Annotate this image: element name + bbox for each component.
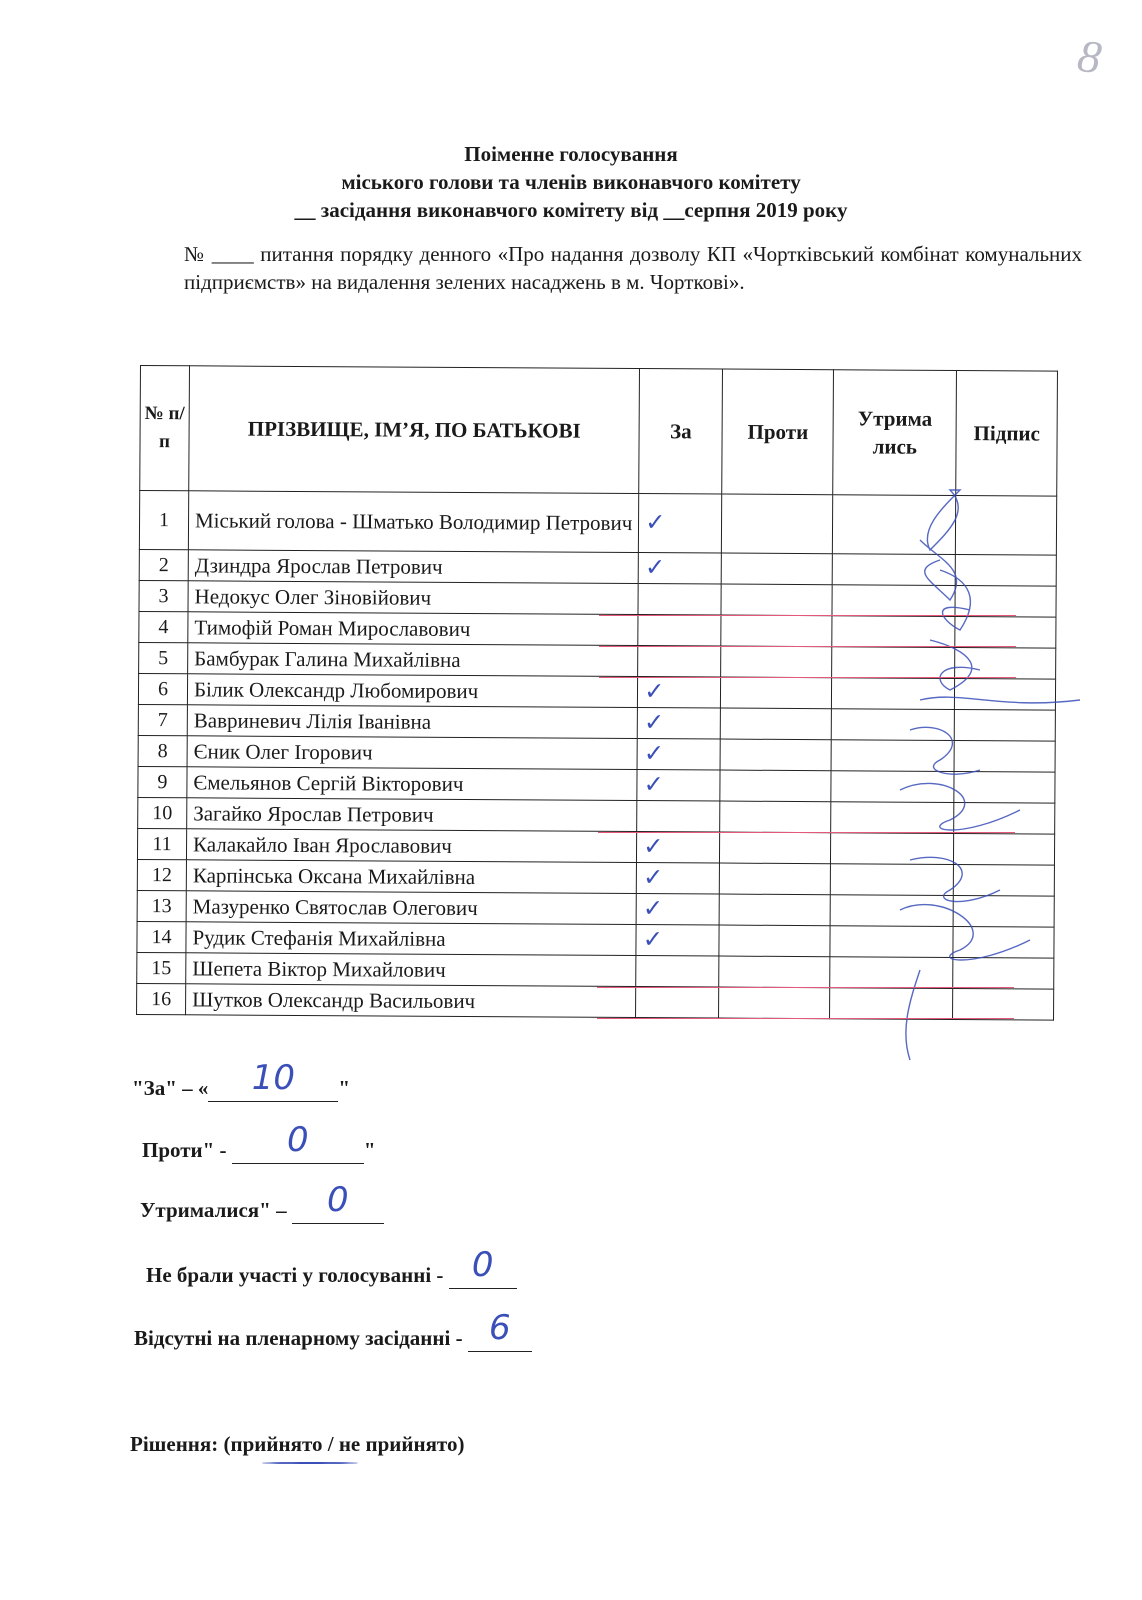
vote-table bbox=[136, 365, 1058, 1021]
table-row bbox=[137, 983, 1054, 1020]
row-number: 12 bbox=[137, 859, 186, 890]
row-abstained bbox=[832, 554, 955, 586]
checkmark-icon: ✓ bbox=[644, 707, 665, 736]
summary-abstained-value: 0 bbox=[327, 1180, 349, 1220]
agenda-question: № ____ питання порядку денного «Про надання дозволу КП «Чортківський комбінат комунальних підприємств» на видалення зелених насаджень в м. Чорткові». bbox=[184, 242, 1082, 294]
row-number: 13 bbox=[137, 890, 186, 921]
row-against bbox=[722, 494, 833, 554]
summary-against-label: Проти" - bbox=[142, 1138, 232, 1162]
row-for bbox=[638, 584, 721, 616]
summary-absent-value: 6 bbox=[489, 1308, 511, 1348]
strike-line bbox=[599, 646, 1016, 647]
row-signature bbox=[953, 988, 1054, 1020]
row-number: 7 bbox=[138, 704, 187, 735]
row-abstained bbox=[830, 957, 953, 989]
title-line-2: міського голови та членів виконавчого комітету bbox=[341, 170, 801, 194]
row-number: 14 bbox=[137, 921, 186, 952]
row-against bbox=[720, 801, 831, 833]
strike-line bbox=[598, 832, 1015, 833]
document-title bbox=[0, 140, 1142, 224]
row-for bbox=[638, 708, 721, 740]
row-against bbox=[721, 646, 832, 678]
checkmark-icon: ✓ bbox=[645, 507, 666, 536]
row-number: 4 bbox=[139, 611, 188, 642]
row-for bbox=[637, 863, 720, 895]
row-against bbox=[721, 615, 832, 647]
row-abstained bbox=[832, 678, 955, 710]
row-against bbox=[719, 894, 830, 926]
row-signature bbox=[955, 647, 1056, 679]
row-number: 5 bbox=[139, 642, 188, 673]
summary-against-close: " bbox=[363, 1138, 376, 1162]
row-against bbox=[719, 987, 830, 1019]
row-signature bbox=[953, 957, 1054, 989]
checkmark-icon: ✓ bbox=[644, 676, 665, 705]
decision-line bbox=[130, 1432, 464, 1457]
row-signature bbox=[954, 864, 1055, 896]
row-against bbox=[721, 553, 832, 585]
strike-line bbox=[597, 1018, 1014, 1019]
row-number: 16 bbox=[137, 983, 186, 1014]
checkmark-icon: ✓ bbox=[643, 738, 665, 767]
row-for bbox=[638, 646, 721, 678]
row-name: Шутков Олександр Васильович bbox=[186, 984, 636, 1018]
row-abstained bbox=[832, 585, 955, 617]
row-abstained bbox=[832, 647, 955, 679]
row-abstained bbox=[831, 833, 954, 865]
summary-for-blank bbox=[208, 1058, 338, 1102]
row-against bbox=[721, 677, 832, 709]
row-name: Білик Олександр Любомирович bbox=[187, 674, 637, 708]
row-abstained bbox=[831, 864, 954, 896]
row-name: Єник Олег Ігорович bbox=[187, 736, 637, 770]
row-number: 2 bbox=[139, 549, 188, 580]
row-name: Шепета Віктор Михайлович bbox=[186, 953, 636, 987]
row-name: Калакайло Іван Ярославович bbox=[186, 829, 636, 863]
row-for bbox=[636, 956, 719, 988]
row-abstained bbox=[832, 616, 955, 648]
row-name: Загайко Ярослав Петрович bbox=[187, 798, 637, 832]
summary-not-voted bbox=[146, 1245, 517, 1289]
row-abstained bbox=[833, 495, 956, 555]
row-against bbox=[721, 708, 832, 740]
row-name: Тимофій Роман Мирославович bbox=[188, 612, 638, 646]
checkmark-icon: ✓ bbox=[643, 831, 664, 860]
summary-absent-label: Відсутні на пленарному засіданні - bbox=[134, 1326, 468, 1350]
row-against bbox=[720, 770, 831, 802]
summary-not-voted-blank bbox=[449, 1245, 517, 1289]
row-against bbox=[720, 832, 831, 864]
row-for bbox=[637, 770, 720, 802]
summary-against bbox=[142, 1120, 376, 1164]
decision-handwritten-underline bbox=[262, 1462, 358, 1464]
header-number: № п/п bbox=[140, 366, 190, 491]
summary-abstained bbox=[140, 1180, 384, 1224]
row-name: Карпінська Оксана Михайлівна bbox=[186, 860, 636, 894]
row-for bbox=[638, 677, 721, 709]
row-name: Дзиндра Ярослав Петрович bbox=[188, 550, 638, 584]
row-number: 15 bbox=[137, 952, 186, 983]
vote-table-header bbox=[140, 366, 1058, 497]
strike-line bbox=[599, 615, 1016, 616]
row-abstained bbox=[830, 895, 953, 927]
row-for bbox=[639, 494, 722, 554]
row-number: 6 bbox=[138, 673, 187, 704]
row-for bbox=[638, 553, 721, 585]
checkmark-icon: ✓ bbox=[644, 552, 666, 581]
header-for: За bbox=[639, 369, 723, 495]
summary-not-voted-label: Не брали участі у голосуванні - bbox=[146, 1263, 449, 1287]
row-signature bbox=[954, 833, 1055, 865]
row-abstained bbox=[830, 988, 953, 1020]
row-name: Недокус Олег Зіновійович bbox=[188, 581, 638, 615]
checkmark-icon: ✓ bbox=[642, 924, 663, 953]
row-name: Міський голова - Шматько Володимир Петрович bbox=[188, 491, 639, 553]
row-name: Бамбурак Галина Михайлівна bbox=[188, 643, 638, 677]
row-for bbox=[636, 894, 719, 926]
row-for bbox=[637, 739, 720, 771]
summary-for-close: " bbox=[338, 1076, 351, 1100]
row-signature bbox=[955, 585, 1056, 617]
header-abstained: Утрима лись bbox=[833, 370, 957, 496]
row-abstained bbox=[830, 926, 953, 958]
row-name: Вавриневич Лілія Іванівна bbox=[187, 705, 637, 739]
page-number: 8 bbox=[1074, 29, 1105, 84]
row-abstained bbox=[831, 740, 954, 772]
row-signature bbox=[954, 771, 1055, 803]
header-against: Проти bbox=[722, 369, 834, 495]
row-signature bbox=[955, 709, 1056, 741]
decision-text: Рішення: (прийнято / не прийнято) bbox=[130, 1432, 465, 1456]
strike-line bbox=[597, 987, 1014, 988]
row-signature bbox=[953, 926, 1054, 958]
checkmark-icon: ✓ bbox=[642, 893, 664, 922]
row-for bbox=[636, 925, 719, 957]
summary-against-blank bbox=[232, 1120, 364, 1164]
summary-for-value: 10 bbox=[251, 1058, 296, 1098]
row-signature bbox=[953, 895, 1054, 927]
row-abstained bbox=[831, 771, 954, 803]
row-signature bbox=[956, 495, 1057, 555]
row-name: Рудик Стефанія Михайлівна bbox=[186, 922, 636, 956]
row-against bbox=[719, 925, 830, 957]
row-for bbox=[637, 801, 720, 833]
summary-absent-blank bbox=[468, 1308, 532, 1352]
row-for bbox=[637, 832, 720, 864]
row-abstained bbox=[832, 709, 955, 741]
summary-for bbox=[132, 1058, 351, 1102]
row-number: 10 bbox=[138, 797, 187, 828]
row-for bbox=[638, 615, 721, 647]
row-number: 11 bbox=[137, 828, 186, 859]
row-number: 3 bbox=[139, 580, 188, 611]
summary-not-voted-value: 0 bbox=[471, 1245, 494, 1285]
checkmark-icon: ✓ bbox=[643, 862, 664, 891]
row-abstained bbox=[831, 802, 954, 834]
row-number: 1 bbox=[139, 491, 188, 550]
row-signature bbox=[955, 678, 1056, 710]
row-name: Ємельянов Сергій Вікторович bbox=[187, 767, 637, 801]
row-against bbox=[719, 956, 830, 988]
row-signature bbox=[954, 802, 1055, 834]
checkmark-icon: ✓ bbox=[643, 769, 664, 798]
summary-absent bbox=[134, 1308, 532, 1352]
summary-abstained-blank bbox=[292, 1180, 384, 1224]
title-line-3: __ засідання виконавчого комітету від __серпня 2019 року bbox=[294, 198, 848, 222]
header-signature: Підпис bbox=[956, 370, 1057, 496]
row-against bbox=[720, 739, 831, 771]
header-name: ПРІЗВИЩЕ, ІМ’Я, ПО БАТЬКОВІ bbox=[189, 366, 640, 494]
table-row bbox=[139, 491, 1056, 556]
summary-abstained-label: Утрималися" – bbox=[140, 1198, 292, 1222]
title-line-1: Поіменне голосування bbox=[464, 142, 678, 166]
row-name: Мазуренко Святослав Олегович bbox=[186, 891, 636, 925]
row-against bbox=[720, 863, 831, 895]
row-signature bbox=[954, 740, 1055, 772]
summary-against-value: 0 bbox=[286, 1120, 309, 1160]
row-signature bbox=[955, 554, 1056, 586]
row-signature bbox=[955, 616, 1056, 648]
row-number: 9 bbox=[138, 766, 187, 797]
strike-line bbox=[599, 677, 1016, 678]
row-against bbox=[721, 584, 832, 616]
summary-for-label: "За" – « bbox=[132, 1076, 209, 1100]
row-number: 8 bbox=[138, 735, 187, 766]
row-for bbox=[636, 987, 719, 1019]
